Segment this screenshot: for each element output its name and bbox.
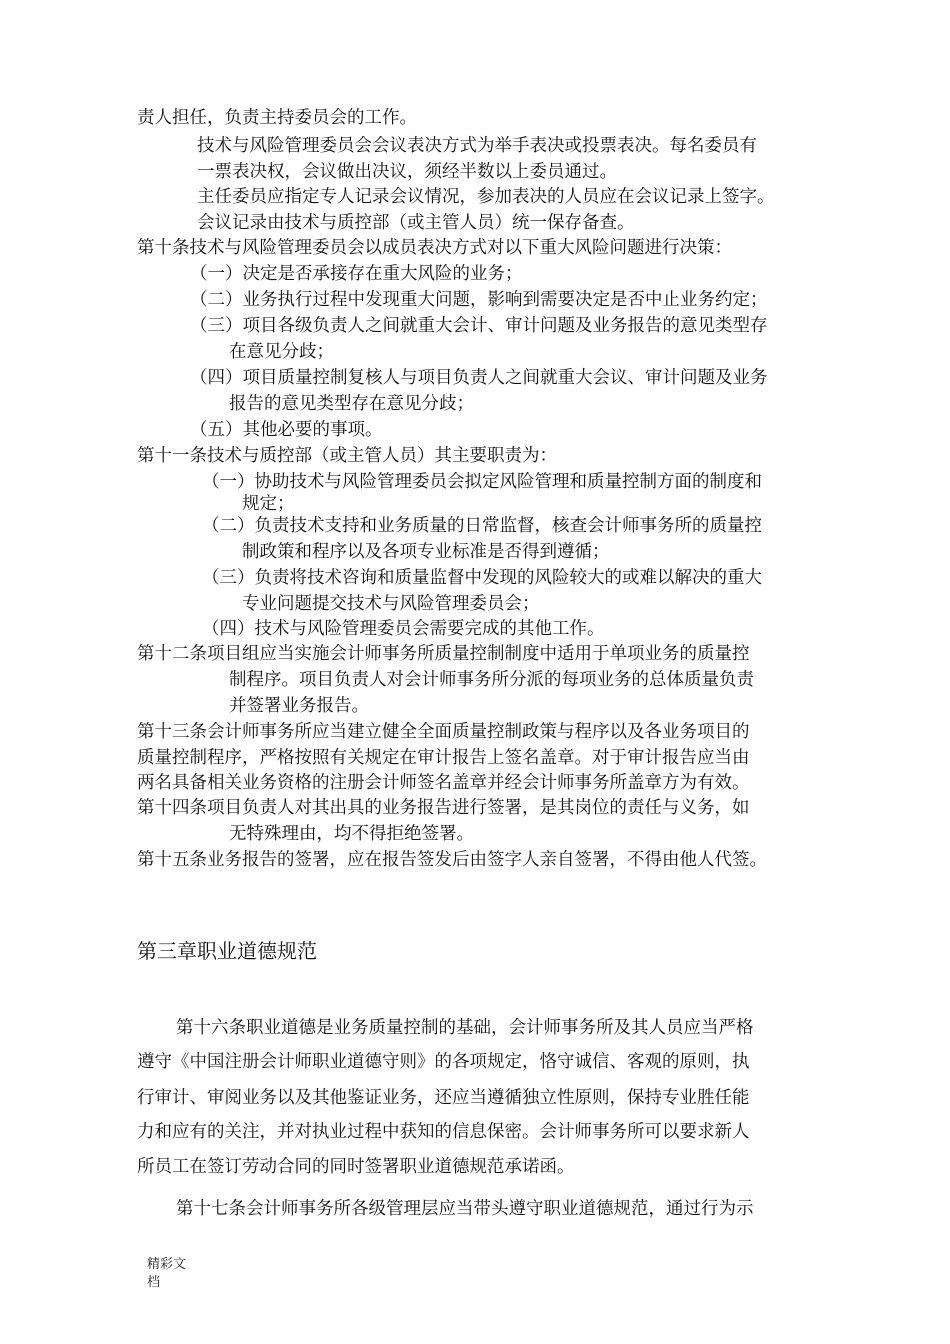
chapter-title: 第三章职业道德规范 [137, 939, 317, 963]
list-item-continued: 报告的意见类型存在意见分歧； [229, 394, 474, 414]
article-14: 第十四条项目负责人对其出具的业务报告进行签署，是其岗位的责任与义务，如 [137, 798, 750, 818]
article-16-continued: 行审计、审阅业务以及其他鉴证业务，还应当遵循独立性原则，保持专业胜任能 [137, 1088, 750, 1108]
article-17: 第十七条会计师事务所各级管理层应当带头遵守职业道德规范，通过行为示 [176, 1199, 754, 1219]
footer-text: 精彩文 [147, 1257, 187, 1272]
article-14-continued: 无特殊理由，均不得拒绝签署。 [229, 824, 474, 844]
text-line: 会议记录由技术与质控部（或主管人员）统一保存备查。 [197, 213, 635, 233]
article-16-continued: 遵守《中国注册会计师职业道德守则》的各项规定，恪守诚信、客观的原则，执 [137, 1052, 750, 1072]
footer-text: 档 [147, 1275, 161, 1290]
list-item-continued: 在意见分歧； [229, 342, 334, 362]
article-12-continued: 制程序。项目负责人对会计师事务所分派的每项业务的总体质量负责 [229, 670, 754, 690]
list-item: （三）负责将技术咨询和质量监督中发现的风险较大的或难以解决的重大 [202, 568, 762, 588]
article-15: 第十五条业务报告的签署，应在报告签发后由签字人亲自签署，不得由他人代签。 [137, 850, 767, 870]
list-item: （二）负责技术支持和业务质量的日常监督，核查会计师事务所的质量控 [202, 516, 762, 536]
text-line: 主任委员应指定专人记录会议情况，参加表决的人员应在会议记录上签字。 [197, 187, 775, 207]
article-16: 第十六条职业道德是业务质量控制的基础，会计师事务所及其人员应当严格 [176, 1018, 754, 1038]
list-item: （四）项目质量控制复核人与项目负责人之间就重大会议、审计问题及业务 [190, 368, 768, 388]
article-13: 第十三条会计师事务所应当建立健全全面质量控制政策与程序以及各业务项目的 [137, 722, 750, 742]
list-item: （四）技术与风险管理委员会需要完成的其他工作。 [202, 619, 605, 639]
article-11: 第十一条技术与质控部（或主管人员）其主要职责为： [137, 446, 557, 466]
article-12: 第十二条项目组应当实施会计师事务所质量控制制度中适用于单项业务的质量控 [137, 644, 750, 664]
article-13-continued: 质量控制程序，严格按照有关规定在审计报告上签名盖章。对于审计报告应当由 [137, 748, 750, 768]
list-item-continued: 规定； [242, 494, 295, 514]
article-12-continued: 并签署业务报告。 [229, 696, 369, 716]
text-line: 责人担任，负责主持委员会的工作。 [137, 108, 417, 128]
list-item: （五）其他必要的事项。 [190, 420, 383, 440]
list-item-continued: 制政策和程序以及各项专业标准是否得到遵循； [242, 542, 610, 562]
text-line: 一票表决权，会议做出决议，须经半数以上委员通过。 [197, 162, 617, 182]
list-item: （一）决定是否承接存在重大风险的业务； [190, 264, 523, 284]
text-line: 技术与风险管理委员会会议表决方式为举手表决或投票表决。每名委员有 [197, 136, 757, 156]
article-13-continued: 两名具备相关业务资格的注册会计师签名盖章并经会计师事务所盖章方为有效。 [137, 773, 750, 793]
article-16-continued: 所员工在签订劳动合同的同时签署职业道德规范承诺函。 [137, 1157, 575, 1177]
list-item: （三）项目各级负责人之间就重大会计、审计问题及业务报告的意见类型存 [190, 316, 768, 336]
list-item: （一）协助技术与风险管理委员会拟定风险管理和质量控制方面的制度和 [202, 472, 762, 492]
article-10: 第十条技术与风险管理委员会以成员表决方式对以下重大风险问题进行决策： [137, 238, 732, 258]
list-item-continued: 专业问题提交技术与风险管理委员会； [242, 594, 540, 614]
list-item: （二）业务执行过程中发现重大问题，影响到需要决定是否中止业务约定； [190, 290, 768, 310]
article-16-continued: 力和应有的关注，并对执业过程中获知的信息保密。会计师事务所可以要求新人 [137, 1122, 750, 1142]
